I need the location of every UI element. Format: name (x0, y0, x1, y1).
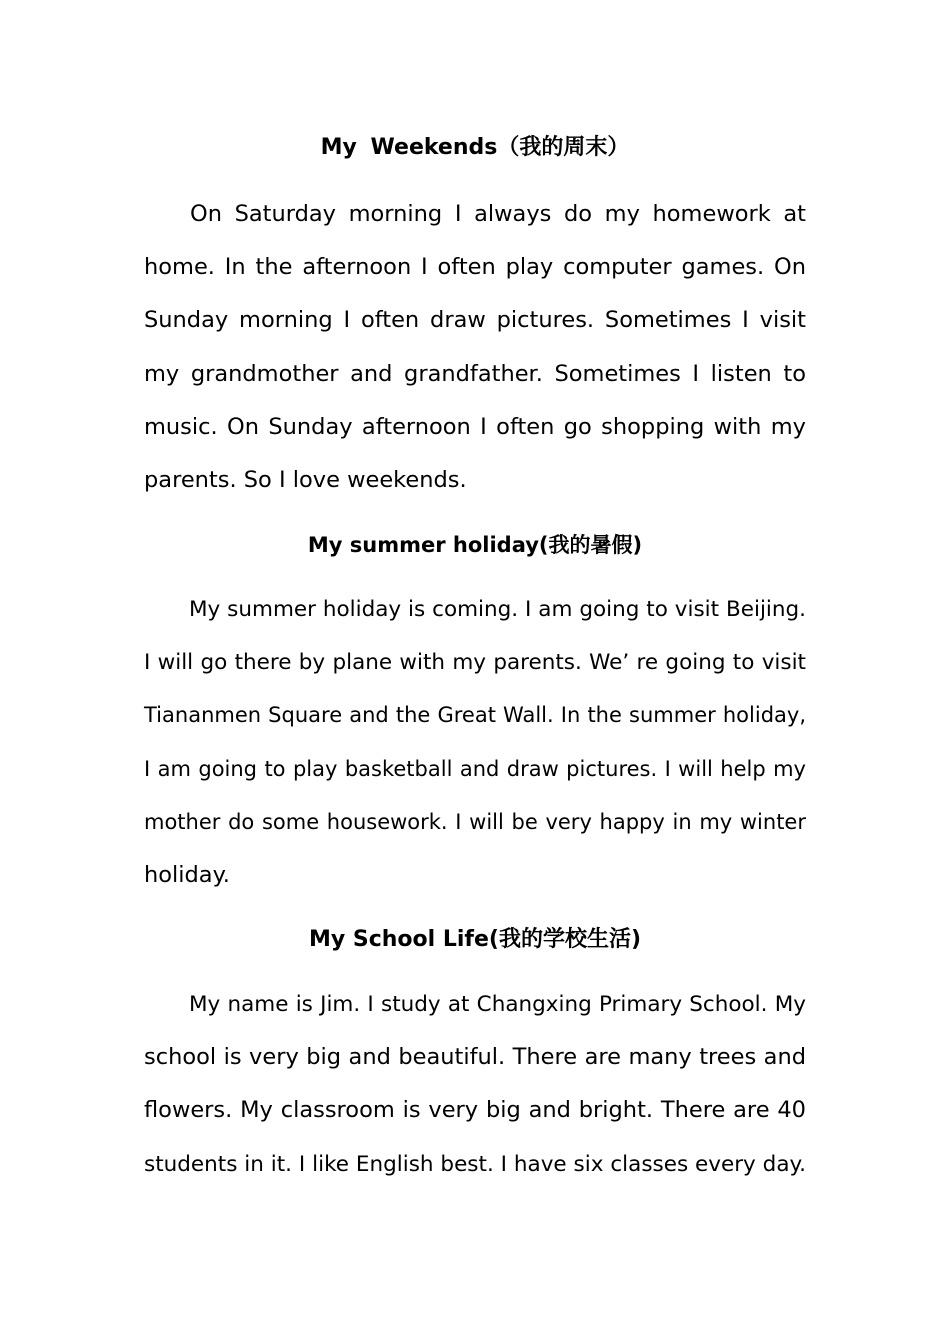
text-line: My summer holiday is coming. I am going to visit Beijing. (189, 597, 806, 622)
section-title-school-life: My School Life(我的学校生活) (308, 927, 642, 952)
paragraph-weekends (144, 188, 806, 507)
text-line: my grandmother and grandfather. Sometimes I listen to (144, 360, 806, 387)
text-line: flowers. My classroom is very big and bright. There are 40 (144, 1097, 806, 1124)
text-line: Sunday morning I often draw pictures. Sometimes I visit (144, 307, 806, 334)
text-line: Tiananmen Square and the Great Wall. In the summer holiday, (144, 703, 806, 728)
text-line: On Saturday morning I always do my homework at (190, 201, 806, 227)
section-title-weekends: My Weekends（我的周末） (320, 135, 630, 160)
text-line: My name is Jim. I study at Changxing Primary School. My (189, 992, 806, 1017)
text-line: I am going to play basketball and draw pictures. I will help my (144, 756, 806, 781)
text-line: I will go there by plane with my parents. We’ re going to visit (144, 650, 806, 676)
paragraph-summer-holiday (144, 583, 806, 902)
paragraph-school-life (144, 978, 806, 1191)
text-line: mother do some housework. I will be very happy in my winter (144, 809, 806, 834)
text-line: holiday. (144, 861, 230, 888)
text-line: students in it. I like English best. I have six classes every day. (144, 1151, 806, 1177)
text-line: music. On Sunday afternoon I often go shopping with my (144, 413, 806, 440)
text-line: school is very big and beautiful. There are many trees and (144, 1044, 806, 1071)
section-title-summer-holiday: My summer holiday(我的暑假) (307, 533, 643, 557)
text-line: parents. So I love weekends. (144, 466, 467, 493)
text-line: home. In the afternoon I often play computer games. On (144, 254, 806, 281)
